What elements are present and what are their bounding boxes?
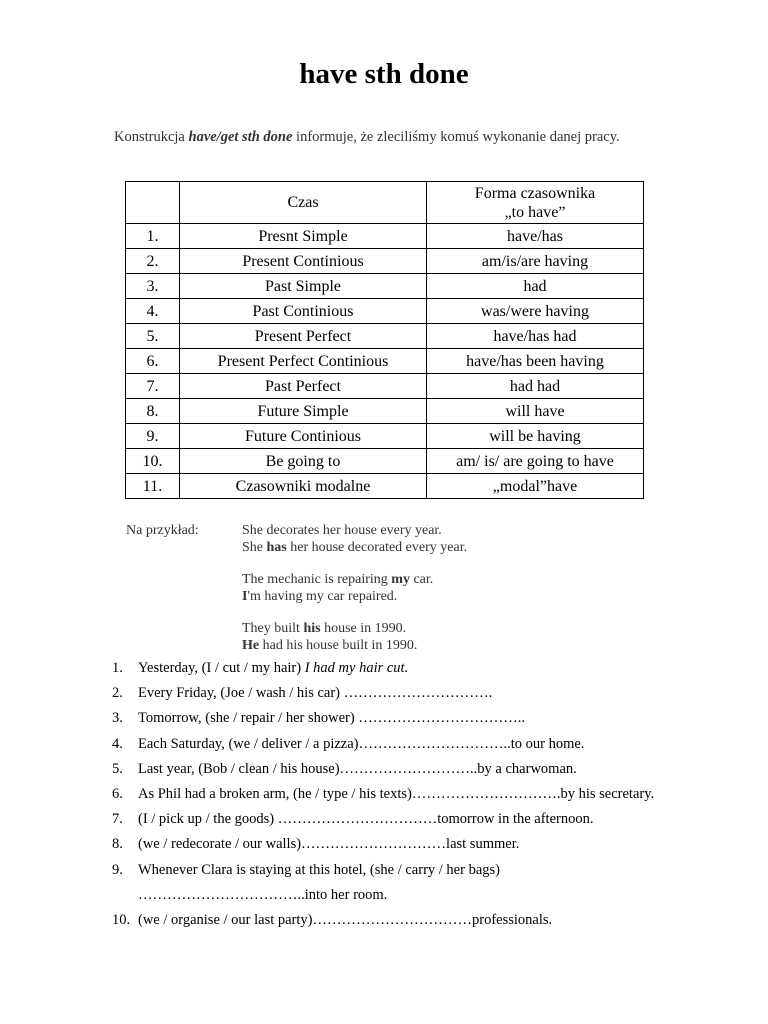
table-row	[126, 399, 644, 424]
exercise-number: 3.	[112, 710, 123, 727]
table-row	[126, 274, 644, 299]
example-group	[242, 571, 662, 605]
example-text: She	[242, 540, 267, 555]
exercise-text: (we / redecorate / our walls)…………………………last summer.	[138, 836, 520, 853]
example-bold: his	[303, 621, 321, 636]
row-tense-cell: Present Perfect Continious	[180, 349, 427, 374]
list-item	[112, 757, 672, 782]
row-tense-cell: Future Continious	[180, 424, 427, 449]
list-item	[112, 832, 672, 857]
example-bold: has	[266, 540, 287, 555]
examples-list	[242, 522, 662, 669]
example-sentence	[242, 571, 662, 588]
row-number-cell: 6.	[126, 349, 180, 374]
header-tense-cell: Czas	[180, 182, 427, 224]
list-item	[112, 858, 672, 908]
table-row	[126, 424, 644, 449]
row-form-cell: am/ is/ are going to have	[427, 449, 644, 474]
row-number-cell: 2.	[126, 249, 180, 274]
example-group	[242, 620, 662, 654]
list-item	[112, 656, 672, 681]
exercise-number: 1.	[112, 660, 123, 676]
exercise-number: 10.	[112, 912, 131, 929]
row-form-cell: had had	[427, 374, 644, 399]
example-sentence	[242, 539, 662, 556]
row-number-cell: 7.	[126, 374, 180, 399]
row-tense-cell: Czasowniki modalne	[180, 474, 427, 499]
exercise-text: As Phil had a broken arm, (he / type / his texts)………………………….by his secretary.	[138, 786, 655, 803]
example-bold: I	[242, 589, 248, 604]
list-item	[112, 681, 672, 706]
row-tense-cell: Present Continious	[180, 249, 427, 274]
example-sentence	[242, 620, 662, 637]
row-number-cell: 9.	[126, 424, 180, 449]
row-form-cell: am/is/are having	[427, 249, 644, 274]
example-sentence	[242, 588, 662, 605]
exercise-text: Yesterday, (I / cut / my hair)	[138, 660, 305, 676]
table-row	[126, 349, 644, 374]
row-number-cell: 3.	[126, 274, 180, 299]
intro-paragraph	[114, 128, 714, 146]
table-row	[126, 474, 644, 499]
row-number-cell: 11.	[126, 474, 180, 499]
header-number-cell	[126, 182, 180, 224]
example-bold: He	[242, 638, 260, 653]
list-item	[112, 782, 672, 807]
page-title: have sth done	[299, 58, 469, 90]
intro-text-before: Konstrukcja	[114, 129, 189, 145]
exercise-text: (I / pick up / the goods) ……………………………tomorrow in the afternoon.	[138, 811, 594, 828]
table-row	[126, 449, 644, 474]
header-form-line2: „to have”	[504, 203, 566, 221]
header-form-line1: Forma czasownika	[474, 184, 596, 202]
row-tense-cell: Present Perfect	[180, 324, 427, 349]
exercise-number: 9.	[112, 861, 123, 878]
exercise-number: 7.	[112, 811, 123, 828]
exercise-answer: I had my hair cut.	[304, 660, 409, 676]
row-form-cell: had	[427, 274, 644, 299]
example-text: house in 1990.	[320, 621, 407, 636]
intro-text-bold: have/get sth done	[188, 129, 293, 145]
table-body	[126, 224, 644, 499]
row-tense-cell: Presnt Simple	[180, 224, 427, 249]
row-number-cell: 4.	[126, 299, 180, 324]
exercise-text: Each Saturday, (we / deliver / a pizza)…………………………..to our home.	[138, 735, 585, 752]
table-row	[126, 299, 644, 324]
exercise-number: 2.	[112, 685, 123, 702]
exercise-text: Tomorrow, (she / repair / her shower) ……………………………..	[138, 710, 526, 727]
row-number-cell: 5.	[126, 324, 180, 349]
example-sentence	[242, 637, 662, 654]
intro-text-after: informuje, że zleciliśmy komuś wykonanie danej pracy.	[292, 129, 620, 145]
exercise-text: Last year, (Bob / clean / his house)………………………..by a charwoman.	[138, 760, 577, 777]
row-form-cell: was/were having	[427, 299, 644, 324]
row-tense-cell: Past Simple	[180, 274, 427, 299]
row-tense-cell: Past Continious	[180, 299, 427, 324]
table-row	[126, 224, 644, 249]
exercise-number: 6.	[112, 786, 123, 803]
row-tense-cell: Past Perfect	[180, 374, 427, 399]
row-number-cell: 8.	[126, 399, 180, 424]
row-tense-cell: Be going to	[180, 449, 427, 474]
table-row	[126, 249, 644, 274]
list-item	[112, 908, 672, 933]
table-header-row	[126, 182, 644, 224]
row-form-cell: have/has been having	[427, 349, 644, 374]
examples-label: Na przykład:	[126, 523, 199, 538]
row-form-cell: have/has	[427, 224, 644, 249]
example-text: 'm having my car repaired.	[247, 589, 398, 604]
table-row	[126, 374, 644, 399]
example-text: They built	[242, 621, 304, 636]
exercise-number: 8.	[112, 836, 123, 853]
row-form-cell: will have	[427, 399, 644, 424]
row-number-cell: 1.	[126, 224, 180, 249]
example-group	[242, 522, 662, 556]
list-item	[112, 706, 672, 731]
row-form-cell: have/has had	[427, 324, 644, 349]
exercise-list	[112, 656, 672, 933]
header-form-cell	[427, 182, 644, 224]
list-item	[112, 732, 672, 757]
exercise-text: (we / organise / our last party)……………………………professionals.	[138, 912, 553, 929]
example-bold: my	[391, 572, 410, 587]
row-tense-cell: Future Simple	[180, 399, 427, 424]
exercise-number: 4.	[112, 735, 123, 752]
row-form-cell: will be having	[427, 424, 644, 449]
row-form-cell: „modal”have	[427, 474, 644, 499]
example-text: had his house built in 1990.	[259, 638, 418, 653]
tense-table	[125, 181, 644, 499]
example-text: her house decorated every year.	[286, 540, 468, 555]
example-text: The mechanic is repairing	[242, 572, 392, 587]
list-item	[112, 807, 672, 832]
example-text: car.	[409, 572, 434, 587]
exercise-number: 5.	[112, 760, 123, 777]
example-sentence: She decorates her house every year.	[242, 523, 442, 538]
row-number-cell: 10.	[126, 449, 180, 474]
exercise-text: Whenever Clara is staying at this hotel, (she / carry / her bags) ……………………………..into her room.	[138, 861, 500, 903]
table-row	[126, 324, 644, 349]
exercise-text: Every Friday, (Joe / wash / his car) ………………………….	[138, 685, 493, 702]
